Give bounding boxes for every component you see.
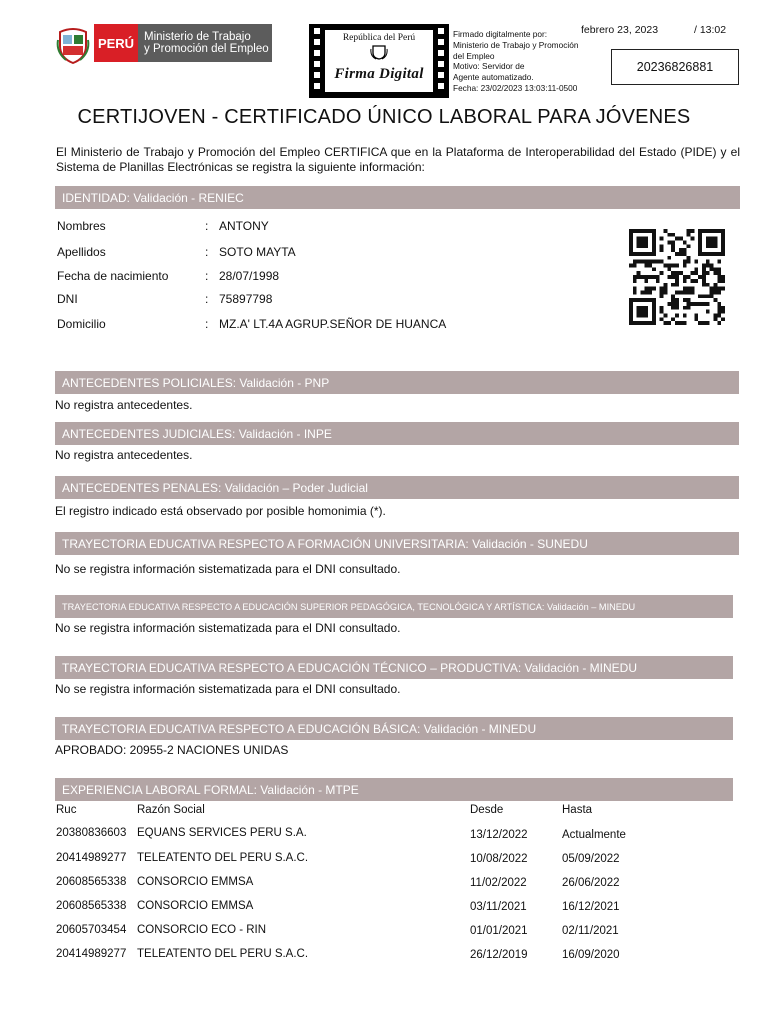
digital-signature-stamp [309,24,449,98]
cell-razon-social: TELEATENTO DEL PERU S.A.C. [137,852,309,864]
cell-desde: 11/02/2022 [470,877,527,889]
field-label: Domicilio [57,317,106,331]
cell-desde: 03/11/2021 [470,901,527,913]
cell-desde: 26/12/2019 [470,949,528,961]
section-header-policiales: ANTECEDENTES POLICIALES: Validación - PNP [55,371,739,394]
section-text-universitaria: No se registra información sistematizada para el DNI consultado. [55,562,401,576]
cell-ruc: 20608565338 [56,876,127,888]
cell-razon-social: TELEATENTO DEL PERU S.A.C. [137,948,309,960]
coat-of-arms-icon [56,26,90,64]
signature-line: del Empleo [453,50,495,61]
section-header-universitaria: TRAYECTORIA EDUCATIVA RESPECTO A FORMACIÓN UNIVERSITARIA: Validación - SUNEDU [55,532,739,555]
cell-hasta: 26/06/2022 [562,877,620,889]
issue-time: / 13:02 [694,24,727,36]
section-header-superior: TRAYECTORIA EDUCATIVA RESPECTO A EDUCACIÓN SUPERIOR PEDAGÓGICA, TECNOLÓGICA Y ARTÍSTICA: Validación – MINEDU [55,595,733,618]
section-header-identity: IDENTIDAD: Validación - RENIEC [55,186,740,209]
field-label: Apellidos [57,245,106,259]
field-value-dni: 75897798 [219,292,273,306]
section-text-basica: APROBADO: 20955-2 NACIONES UNIDAS [55,743,289,757]
section-header-basica: TRAYECTORIA EDUCATIVA RESPECTO A EDUCACIÓN BÁSICA: Validación - MINEDU [55,717,733,740]
column-header-desde: Desde [470,804,504,816]
cell-razon-social: CONSORCIO EMMSA [137,900,254,912]
seal-icon [370,44,388,60]
cell-desde: 10/08/2022 [470,853,528,865]
ministry-logo [94,24,272,62]
signature-line: Firmado digitalmente por: [453,29,548,39]
section-text-policiales: No registra antecedentes. [55,398,193,412]
field-separator: : [205,269,209,283]
logo-line-2: y Promoción del Empleo [144,43,269,55]
cell-razon-social: CONSORCIO EMMSA [137,876,254,888]
stamp-title: Firma Digital [334,66,424,82]
section-text-tecnico: No se registra información sistematizada para el DNI consultado. [55,682,401,696]
field-separator: : [205,219,209,233]
stamp-republica: República del Perú [342,33,416,43]
section-text-superior: No se registra información sistematizada para el DNI consultado. [55,621,401,635]
cell-hasta: 02/11/2021 [562,925,619,937]
document-title: CERTIJOVEN - CERTIFICADO ÚNICO LABORAL PARA JÓVENES [77,106,691,128]
field-value-birthdate: 28/07/1998 [219,269,280,283]
cell-ruc: 20380836603 [56,827,127,839]
cell-hasta: 16/09/2020 [562,949,620,961]
signature-line: Agente automatizado. [453,72,534,83]
cell-hasta: 16/12/2021 [562,901,620,913]
section-header-tecnico: TRAYECTORIA EDUCATIVA RESPECTO A EDUCACIÓN TÉCNICO – PRODUCTIVA: Validación - MINEDU [55,656,733,679]
signature-line: Motivo: Servidor de [453,61,525,72]
section-header-judiciales: ANTECEDENTES JUDICIALES: Validación - INPE [55,422,739,445]
signature-details [453,29,603,94]
field-separator: : [205,245,209,259]
column-header-ruc: Ruc [56,804,77,816]
section-text-judiciales: No registra antecedentes. [55,448,193,462]
intro-paragraph: El Ministerio de Trabajo y Promoción del Empleo CERTIFICA que en la Plataforma de Interoperabilidad del Estado (PIDE) y el Sistema de Planillas Electrónicas se registra la siguiente información: [56,145,740,174]
cell-desde: 01/01/2021 [470,925,528,937]
field-label: Fecha de nacimiento [57,269,169,283]
issue-date: febrero 23, 2023 [581,24,659,36]
field-value-apellidos: SOTO MAYTA [219,245,296,259]
field-separator: : [205,292,209,306]
cell-hasta: 05/09/2022 [562,853,620,865]
cell-ruc: 20605703454 [56,924,127,936]
field-value-domicilio: MZ.A' LT.4A AGRUP.SEÑOR DE HUANCA [219,317,447,331]
field-label: Nombres [57,219,106,233]
cell-razon-social: CONSORCIO ECO - RIN [137,924,267,936]
cell-ruc: 20608565338 [56,900,127,912]
cell-razon-social: EQUANS SERVICES PERU S.A. [137,827,307,839]
field-label: DNI [57,292,78,306]
field-value-nombres: ANTONY [219,219,269,233]
cell-ruc: 20414989277 [56,852,127,864]
logo-line-1: Ministerio de Trabajo [144,31,251,43]
column-header-hasta: Hasta [562,804,593,816]
section-text-penales: El registro indicado está observado por posible homonimia (*). [55,504,386,518]
signature-line: Ministerio de Trabajo y Promoción [453,39,579,50]
field-separator: : [205,317,209,331]
logo-country: PERÚ [94,24,138,62]
cell-desde: 13/12/2022 [470,829,528,841]
section-header-penales: ANTECEDENTES PENALES: Validación – Poder Judicial [55,476,739,499]
cell-hasta: Actualmente [562,829,626,841]
column-header-razon-social: Razón Social [137,804,205,816]
signature-line: Fecha: 23/02/2023 13:03:11-0500 [453,82,578,93]
cell-ruc: 20414989277 [56,948,127,960]
section-header-experience: EXPERIENCIA LABORAL FORMAL: Validación - MTPE [55,778,733,801]
qr-code-icon [627,229,727,325]
certificate-number: 20236826881 [611,49,739,85]
